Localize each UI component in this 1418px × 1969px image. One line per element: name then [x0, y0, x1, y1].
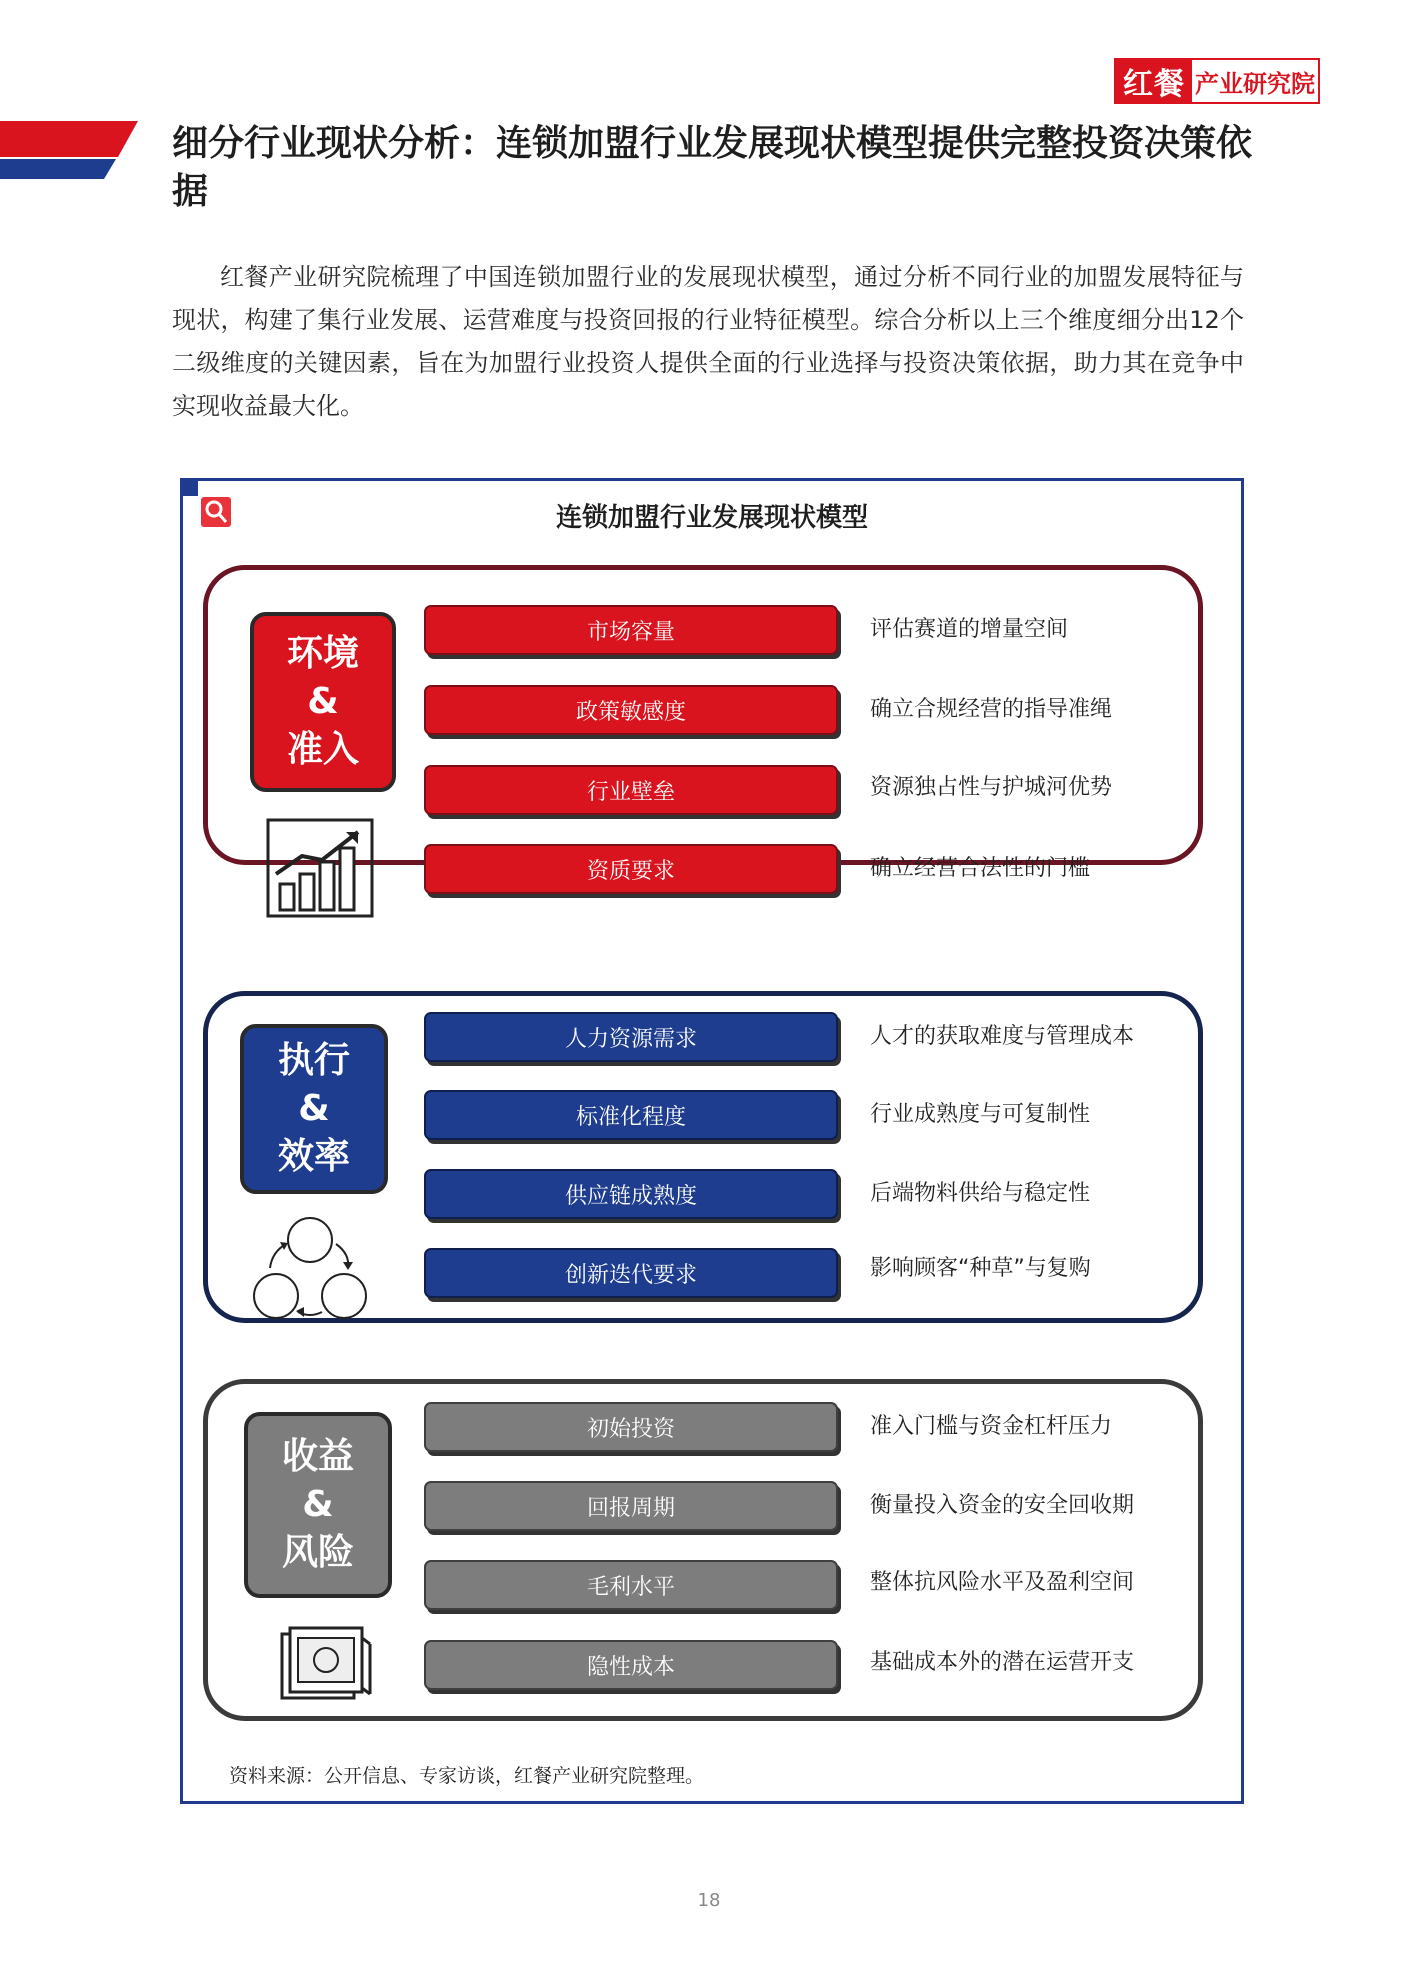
brand-logo — [1114, 58, 1320, 104]
cycle-icon — [252, 1214, 368, 1322]
factor-bar: 创新迭代要求 — [424, 1248, 838, 1298]
factor-bar: 人力资源需求 — [424, 1012, 838, 1062]
factor-description: 后端物料供给与稳定性 — [870, 1181, 1091, 1206]
logo-mark: 红餐 — [1116, 60, 1192, 102]
category-line: 准入 — [286, 729, 359, 770]
category-box — [240, 1024, 388, 1194]
page-number: 18 — [697, 1890, 721, 1911]
factor-description: 衡量投入资金的安全回收期 — [870, 1493, 1135, 1518]
category-box — [244, 1412, 392, 1598]
factor-description: 人才的获取难度与管理成本 — [870, 1024, 1135, 1049]
category-line: 收益 — [281, 1436, 354, 1477]
factor-description: 行业成熟度与可复制性 — [870, 1102, 1091, 1127]
factor-bar: 市场容量 — [424, 605, 838, 655]
factor-bar: 标准化程度 — [424, 1090, 838, 1140]
factor-description: 确立经营合法性的门槛 — [870, 856, 1091, 881]
group-return-risk — [203, 1379, 1203, 1721]
factor-description: 资源独占性与护城河优势 — [870, 775, 1113, 800]
factor-bar: 政策敏感度 — [424, 685, 838, 735]
factor-bar: 初始投资 — [424, 1402, 838, 1452]
figure-title: 连锁加盟行业发展现状模型 — [555, 503, 868, 533]
group-environment-access — [203, 565, 1203, 884]
cash-stack-icon — [274, 1624, 374, 1708]
factor-description: 影响顾客“种草”与复购 — [870, 1256, 1091, 1281]
factor-bar: 供应链成熟度 — [424, 1169, 838, 1219]
category-line: 效率 — [277, 1136, 350, 1177]
intro-paragraph: 红餐产业研究院梳理了中国连锁加盟行业的发展现状模型，通过分析不同行业的加盟发展特征与现状，构建了集行业发展、运营难度与投资回报的行业特征模型。综合分析以上三个维度细分出12个二级维度的关键因素，旨在为加盟行业投资人提供全面的行业选择与投资决策依据，助力其在竞争中实现收益最大化。 — [172, 263, 1244, 420]
category-line: & — [298, 1088, 330, 1129]
category-line: & — [307, 681, 339, 722]
group-execution-efficiency — [203, 991, 1203, 1323]
factor-bar: 隐性成本 — [424, 1640, 838, 1690]
factor-description: 整体抗风险水平及盈利空间 — [870, 1570, 1135, 1595]
page-title: 细分行业现状分析：连锁加盟行业发展现状模型提供完整投资决策依据 — [172, 123, 1253, 212]
factor-description: 确立合规经营的指导准绳 — [870, 697, 1113, 722]
factor-bar: 毛利水平 — [424, 1560, 838, 1610]
growth-chart-icon — [266, 818, 376, 918]
frame-corner-mark — [180, 478, 198, 496]
category-line: 执行 — [277, 1040, 350, 1081]
factor-description: 基础成本外的潜在运营开支 — [870, 1650, 1135, 1675]
title-banner-decoration — [0, 121, 138, 179]
factor-bar: 行业壁垒 — [424, 765, 838, 815]
logo-text: 产业研究院 — [1192, 60, 1318, 102]
factor-bar: 资质要求 — [424, 844, 838, 894]
model-figure — [180, 478, 1244, 1804]
category-line: 环境 — [286, 633, 359, 674]
factor-description: 评估赛道的增量空间 — [870, 617, 1069, 642]
category-box — [250, 612, 396, 792]
category-line: 风险 — [281, 1532, 354, 1573]
category-line: & — [302, 1484, 334, 1525]
factor-bar: 回报周期 — [424, 1481, 838, 1531]
factor-description: 准入门槛与资金杠杆压力 — [870, 1414, 1113, 1439]
source-note: 资料来源：公开信息、专家访谈，红餐产业研究院整理。 — [229, 1765, 705, 1787]
